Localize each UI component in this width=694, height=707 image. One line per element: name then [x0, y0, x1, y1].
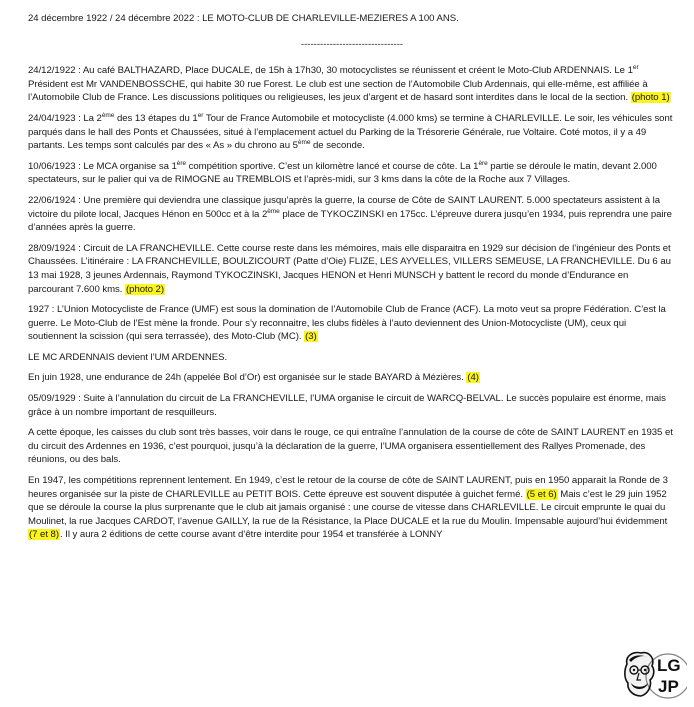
highlighted-photo-reference: (4)	[467, 372, 479, 384]
paragraph-text: 1927 : L’Union Motocycliste de France (UMF) est sous la domination de l’Automobile Club de France (ACF). La moto veut sa propre Fédération. C’est la guerre. Le Moto-Club de l’Est mène la fronde. Pour s’y reconnaitre, les clubs fidèles à l’auto deviennent des Union-Motocycliste (UM), ceux qui soutiennent la scission (qui sera terrassée), des Moto-Club (MC).	[28, 304, 666, 343]
paragraph-p1923a	[28, 112, 676, 153]
superscript: ème	[267, 207, 280, 215]
paragraph-text: compétition sportive. C’est un kilomètre lancé et course de côte. La 1	[186, 160, 479, 172]
superscript: er	[197, 111, 204, 119]
highlighted-photo-reference: (7 et 8)	[29, 529, 59, 541]
paragraph-pEpoque	[28, 426, 676, 467]
paragraph-p1924b	[28, 242, 676, 296]
paragraph-text: 22/06/1924 : Une première qui deviendra une classique jusqu’après la guerre, la course de Côte de SAINT LAURENT. 5.000 spectateurs assistent à la victoire du pilote local, Jacques Hénon en 500cc et à la 2	[28, 194, 660, 220]
superscript: er	[632, 64, 639, 71]
superscript: ère	[176, 159, 187, 167]
highlighted-photo-reference: (photo 1)	[631, 92, 670, 104]
paragraph-p1929	[28, 392, 676, 419]
superscript: ème	[297, 138, 311, 146]
highlighted-photo-reference: (3)	[305, 331, 317, 343]
lgjp-logo-icon	[619, 650, 687, 702]
logo-text-top: LG	[657, 656, 681, 675]
paragraph-text: En 1947, les compétitions reprennent lentement. En 1949, c’est le retour de la course de côte de SAINT LAURENT, puis en 1950 apparait la Ronde de 3 heures organisée sur la piste de CHARLEVILLE au PETIT BOIS. Cette épreuve est souvent disputée à guichet fermé.	[28, 475, 668, 500]
paragraph-p1922	[28, 64, 676, 105]
superscript: ème	[101, 111, 115, 119]
paragraph-text: 24/12/1922 : Au café BALTHAZARD, Place DUCALE, de 15h à 17h30, 30 motocyclistes se réunissent et créent le Moto-Club ARDENNAIS. Le 1	[28, 65, 633, 77]
caricature-face-icon	[625, 653, 654, 696]
paragraph-text: place de TYKOCZINSKI en 175cc. L’épreuve durera jusqu’en 1934, puis reprendra une paire d’années après la guerre.	[28, 208, 672, 234]
paragraph-text: partie se déroule le matin, devant 2.000 spectateurs, sur le palier qui va de RIMOGNE au TREMBLOIS et l’après-midi, sur 3 kms dans la côte de la Roche aux 7 Villages.	[28, 160, 657, 186]
paragraph-text: Tour de France Automobile et motocycliste (4.000 kms) se termine à CHARLEVILLE. Le soir, les véhicules sont parqués dans le hall des Ponts et Chaussées, situé à l’emplacement actuel du Parking de la Trésorerie Générale, rue Voltaire. Coté motos, il y a 49 partants. Les temps sont calculés par des « As » du chrono au 5	[28, 112, 673, 152]
paragraph-text: Président est Mr VANDENBOSSCHE, qui habite 30 rue Forest. Le club est une section de l’Automobile Club Ardennais, qui elle-même, est affiliée à l’Automobile Club de France. Les discussions politiques ou religieuses, les jeux d’argent et de hasard sont interdites dans le local de la section.	[28, 78, 648, 104]
paragraph-p1947	[28, 474, 676, 542]
paragraph-text: A cette époque, les caisses du club sont très basses, voir dans le rouge, ce qui entraîne l’annulation de la course de côte de SAINT LAURENT en 1935 et du circuit des Ardennes en 1936, c’est pourquoi, jusqu’à la déclaration de la guerre, l’UMA organisera essentiellement des Rallyes Promenade, des réunions, ou des bals.	[28, 427, 673, 466]
superscript: ère	[478, 159, 488, 167]
paragraph-list	[28, 64, 676, 542]
paragraph-text: LE MC ARDENNAIS devient l’UM ARDENNES.	[28, 351, 228, 363]
paragraph-pUM	[28, 351, 676, 365]
paragraph-text: En juin 1928, une endurance de 24h (appelée Bol d’Or) est organisée sur le stade BAYARD à Mézières.	[28, 372, 467, 384]
paragraph-p1923b	[28, 160, 676, 187]
logo-text-bottom: JP	[658, 677, 679, 696]
paragraph-text: 10/06/1923 : Le MCA organise sa 1	[28, 160, 177, 172]
logo-svg	[619, 650, 687, 702]
separator-line: --------------------------------	[300, 38, 404, 50]
paragraph-p1927	[28, 303, 676, 344]
paragraph-text: Mais c’est le 29 juin 1952 que se déroule la course la plus surprenante que le club ait jamais organisé : une course de vitesse dans CHARLEVILLE. Le circuit emprunte le quai du Moulinet, la rue Jacques CARDOT, l’avenue GAILLY, la rue de la Résistance, la Place DUCALE et la rue du Moulin. Impensable aujourd’hui évidemment	[28, 488, 668, 527]
paragraph-text: de seconde.	[310, 140, 365, 152]
document-title: 24 décembre 1922 / 24 décembre 2022 : LE MOTO-CLUB DE CHARLEVILLE-MEZIERES A 100 ANS.	[28, 13, 459, 24]
highlighted-photo-reference: (5 et 6)	[526, 488, 557, 500]
paragraph-text: 24/04/1923 : La 2	[28, 112, 102, 124]
document-body	[28, 12, 676, 549]
paragraph-text: des 13 étapes du 1	[114, 112, 198, 124]
paragraph-text: 28/09/1924 : Circuit de LA FRANCHEVILLE. Cette course reste dans les mémoires, mais elle disparaitra en 1929 sur décision de l’ingénieur des Ponts et Chaussées. L’itinéraire : LA FRANCHEVILLE, BOULZICOURT (Patte d’Oie) FLIZE, LES AYVELLES, VILLERS SEMEUSE, LA FRANCHEVILLE. Du 6 au 13 mai 1928, 3 jeunes Ardennais, Raymond TYKOCZINSKI, Jacques HENON et Henri MUNSCH y battent le record du monde d’Endurance en parcourant 7.600 kms.	[28, 242, 671, 295]
paragraph-p1924a	[28, 194, 676, 235]
paragraph-text: 05/09/1929 : Suite à l’annulation du circuit de La FRANCHEVILLE, l’UMA organise le circuit de WARCQ-BELVAL. Le succès populaire est énorme, mais grâce à un nombre important de resquilleurs.	[28, 393, 666, 418]
paragraph-text: . Il y aura 2 éditions de cette course avant d’être interdite pour 1954 et transférée à LONNY	[60, 529, 443, 541]
highlighted-photo-reference: (photo 2)	[126, 283, 164, 295]
paragraph-p1928	[28, 371, 676, 385]
